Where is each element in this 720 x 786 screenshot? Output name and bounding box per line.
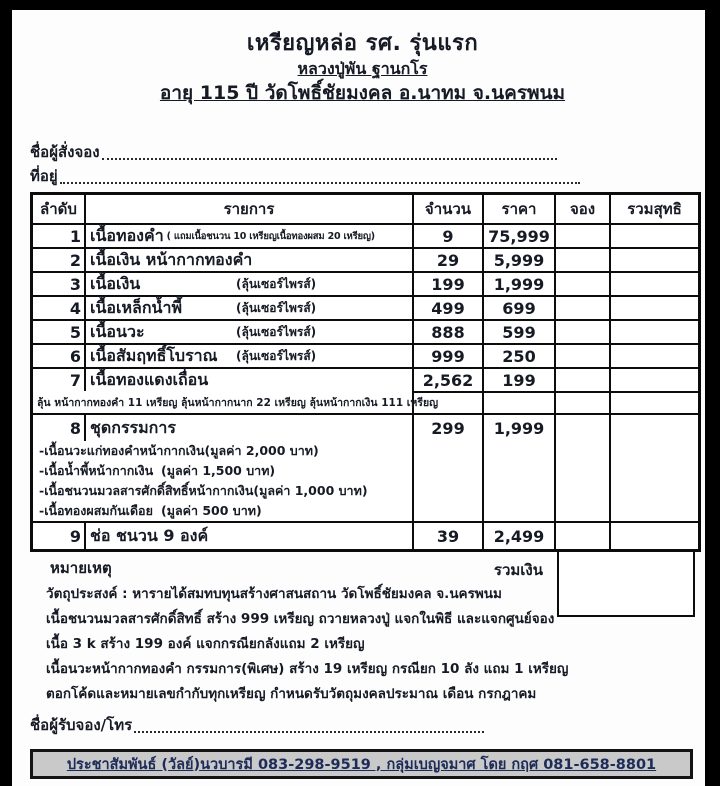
row-number-cell: 1 bbox=[33, 225, 86, 247]
price-cell: 2,499 bbox=[484, 523, 556, 549]
quantity-cell: 2,562 bbox=[414, 369, 484, 391]
item-name-cell bbox=[86, 369, 414, 391]
item-name-cell bbox=[86, 225, 414, 247]
price-cell: 1,999 bbox=[484, 273, 556, 295]
item-name-cell bbox=[86, 345, 414, 367]
orderer-name-field bbox=[30, 140, 695, 164]
booking-cell bbox=[556, 297, 611, 319]
receiver-field bbox=[30, 713, 695, 737]
total-amount-label: รวมเงิน bbox=[493, 561, 543, 579]
item-name-cell bbox=[86, 249, 414, 271]
orderer-address-label: ที่อยู่ bbox=[30, 167, 58, 185]
quantity-cell: 9 bbox=[414, 225, 484, 247]
monk-name-subtitle: หลวงปู่พัน ฐานกโร bbox=[297, 59, 428, 78]
receiver-label: ชื่อผู้รับจอง/โทร bbox=[30, 716, 133, 734]
footer-banner bbox=[30, 749, 693, 779]
col-header-item: รายการ bbox=[86, 195, 414, 223]
booking-cell bbox=[556, 523, 611, 549]
note-line: วัตถุประสงค์ : หารายได้สมทบทุนสร้างศาสนสถาน วัดโพธิ์ชัยมงคล จ.นครพนม bbox=[46, 585, 502, 602]
net-total-cell bbox=[611, 369, 698, 391]
net-total-cell bbox=[611, 345, 698, 367]
note-line: เนื้อ 3 k สร้าง 199 องค์ แจกกรณียกลังแถม 2 เหรียญ bbox=[46, 635, 365, 652]
item-label: ช่อ ชนวน 9 องค์ bbox=[90, 525, 209, 545]
temple-occasion-line: อายุ 115 ปี วัดโพธิ์ชัยมงคล อ.นาทม จ.นครพนม bbox=[159, 82, 566, 104]
net-total-cell bbox=[611, 249, 698, 271]
quantity-subcell bbox=[414, 441, 484, 521]
price-subcell bbox=[484, 441, 556, 521]
booking-cell bbox=[556, 321, 611, 343]
surprise-note: (ลุ้นเซอร์ไพรส์) bbox=[236, 324, 317, 339]
quantity-subcell bbox=[414, 391, 484, 413]
price-cell: 699 bbox=[484, 297, 556, 319]
orderer-fields bbox=[30, 140, 695, 188]
surprise-note: (ลุ้นเซอร์ไพรส์) bbox=[236, 300, 317, 315]
net-total-cell bbox=[611, 273, 698, 295]
subitem-value: (มูลค่า 1,000 บาท) bbox=[253, 483, 368, 498]
booking-cell bbox=[556, 369, 611, 391]
table-row-7 bbox=[33, 367, 698, 413]
committee-subitem bbox=[39, 481, 368, 501]
price-subcell bbox=[484, 391, 556, 413]
net-total-subcell bbox=[611, 391, 698, 413]
row-number-cell: 3 bbox=[33, 273, 86, 295]
booking-cell bbox=[556, 345, 611, 367]
orderer-address-writein-line bbox=[60, 182, 580, 184]
item-label: เนื้อนวะ bbox=[90, 321, 145, 341]
row-number-cell: 9 bbox=[33, 523, 86, 549]
quantity-cell: 499 bbox=[414, 297, 484, 319]
price-cell: 75,999 bbox=[484, 225, 556, 247]
booking-subcell bbox=[556, 391, 611, 413]
total-amount-box bbox=[557, 550, 695, 617]
item-label: เนื้อสัมฤทธิ์โบราณ bbox=[90, 345, 218, 365]
col-header-total: รวมสุทธิ bbox=[627, 200, 682, 218]
receiver-writein-line bbox=[134, 731, 484, 733]
quantity-cell: 29 bbox=[414, 249, 484, 271]
item-label: เนื้อเหล็กน้ำพี้ bbox=[90, 297, 182, 317]
table-row-1 bbox=[33, 223, 698, 247]
price-cell: 5,999 bbox=[484, 249, 556, 271]
table-row-8 bbox=[33, 413, 698, 521]
bonus-inline-note: ( แถมเนื้อชนวน 10 เหรียญเนื้อทองผสม 20 เหรียญ) bbox=[166, 230, 375, 242]
item-label: เนื้อเงิน หน้ากากทองคำ bbox=[90, 249, 253, 269]
item-label: เนื้อทองคำ bbox=[90, 225, 164, 245]
table-row-5 bbox=[33, 319, 698, 343]
table-header-row bbox=[33, 195, 698, 223]
form-title: เหรียญหล่อ รศ. รุ่นแรก bbox=[246, 31, 479, 56]
note-line: ตอกโค้ดและหมายเลขกำกับทุกเหรียญ กำหนดรับวัตถุมงคลประมาณ เดือน กรกฎาคม bbox=[46, 685, 537, 702]
quantity-cell: 199 bbox=[414, 273, 484, 295]
orderer-name-writein-line bbox=[102, 158, 557, 160]
table-row-3 bbox=[33, 271, 698, 295]
orderer-address-field bbox=[30, 164, 695, 188]
note-line: เนื้อนวะหน้ากากทองคำ กรรมการ(พิเศษ) สร้าง 19 เหรียญ กรณียก 10 ลัง แถม 1 เหรียญ bbox=[46, 660, 569, 677]
item-name-cell bbox=[86, 273, 414, 295]
price-cell: 1,999 bbox=[484, 415, 556, 441]
booking-subcell bbox=[556, 441, 611, 521]
surprise-note: (ลุ้นเซอร์ไพรส์) bbox=[236, 276, 317, 291]
committee-subitem bbox=[39, 501, 262, 521]
table-row-9 bbox=[33, 521, 698, 549]
col-header-qty: จำนวน bbox=[414, 195, 484, 223]
committee-subitem bbox=[39, 441, 319, 461]
order-form-document bbox=[12, 10, 705, 786]
quantity-cell: 999 bbox=[414, 345, 484, 367]
price-cell: 599 bbox=[484, 321, 556, 343]
item-name-cell bbox=[86, 321, 414, 343]
row-number-cell: 5 bbox=[33, 321, 86, 343]
table-row-2 bbox=[33, 247, 698, 271]
committee-subitem bbox=[39, 461, 275, 481]
item-name-cell bbox=[86, 523, 414, 549]
net-total-cell bbox=[611, 297, 698, 319]
subitem-label: -เนื้อทองผสมกันเดือย bbox=[39, 503, 153, 518]
table-row-6 bbox=[33, 343, 698, 367]
table-row-4 bbox=[33, 295, 698, 319]
lucky-draw-note: ลุ้น หน้ากากทองคำ 11 เหรียญ ลุ้นหน้ากากนาก 22 เหรียญ ลุ้นหน้ากากเงิน 111 เหรียญ bbox=[33, 391, 414, 413]
note-line: เนื้อชนวนมวลสารศักดิ์สิทธิ์ สร้าง 999 เหรียญ ถวายหลวงปู่ แจกในพิธี และแจกศูนย์จอง bbox=[46, 610, 555, 627]
net-total-cell bbox=[611, 523, 698, 549]
item-name-cell bbox=[86, 297, 414, 319]
net-total-subcell bbox=[611, 441, 698, 521]
row-number-cell: 2 bbox=[33, 249, 86, 271]
remark-label: หมายเหตุ bbox=[50, 559, 112, 577]
col-header-no: ลำดับ bbox=[33, 195, 86, 223]
subitem-value: (มูลค่า 2,000 บาท) bbox=[204, 443, 319, 458]
price-cell: 199 bbox=[484, 369, 556, 391]
row-number-cell: 4 bbox=[33, 297, 86, 319]
orderer-name-label: ชื่อผู้สั่งจอง bbox=[30, 143, 100, 161]
booking-cell bbox=[556, 273, 611, 295]
quantity-cell: 39 bbox=[414, 523, 484, 549]
subitem-value: (มูลค่า 1,500 บาท) bbox=[161, 463, 276, 478]
price-cell: 250 bbox=[484, 345, 556, 367]
row-number-cell: 7 bbox=[33, 369, 86, 391]
subitem-label: -เนื้อชนวนมวลสารศักดิ์สิทธิ์หน้ากากเงิน bbox=[39, 483, 254, 498]
net-total-cell bbox=[611, 225, 698, 247]
form-header bbox=[30, 30, 695, 106]
subitem-label: -เนื้อนวะแก่ทองคำหน้ากากเงิน bbox=[39, 443, 205, 458]
footer-contact-text: ประชาสัมพันธ์ (วัลย์)นวบารมี 083-298-9519 , กลุ่มเบญจมาศ โดย กฤศ 081-658-8801 bbox=[66, 756, 657, 773]
booking-cell bbox=[556, 415, 611, 441]
booking-cell bbox=[556, 249, 611, 271]
subitem-value: (มูลค่า 500 บาท) bbox=[161, 503, 262, 518]
row-number-cell: 8 bbox=[33, 415, 86, 441]
net-total-cell bbox=[611, 321, 698, 343]
item-label: ชุดกรรมการ bbox=[90, 417, 176, 437]
subitem-label: -เนื้อน้ำพี้หน้ากากเงิน bbox=[39, 463, 154, 478]
item-label: เนื้อเงิน bbox=[90, 273, 141, 293]
summary-section bbox=[30, 556, 695, 705]
receiver-section bbox=[30, 713, 695, 737]
item-name-cell bbox=[86, 415, 414, 441]
row-number-cell: 6 bbox=[33, 345, 86, 367]
surprise-note: (ลุ้นเซอร์ไพรส์) bbox=[236, 348, 317, 363]
booking-cell bbox=[556, 225, 611, 247]
col-header-price: ราคา bbox=[484, 195, 556, 223]
committee-subitems bbox=[33, 441, 414, 521]
net-total-cell bbox=[611, 415, 698, 441]
quantity-cell: 299 bbox=[414, 415, 484, 441]
order-table bbox=[30, 192, 701, 552]
quantity-cell: 888 bbox=[414, 321, 484, 343]
item-label: เนื้อทองแดงเถื่อน bbox=[90, 369, 209, 389]
col-header-book: จอง bbox=[556, 195, 611, 223]
